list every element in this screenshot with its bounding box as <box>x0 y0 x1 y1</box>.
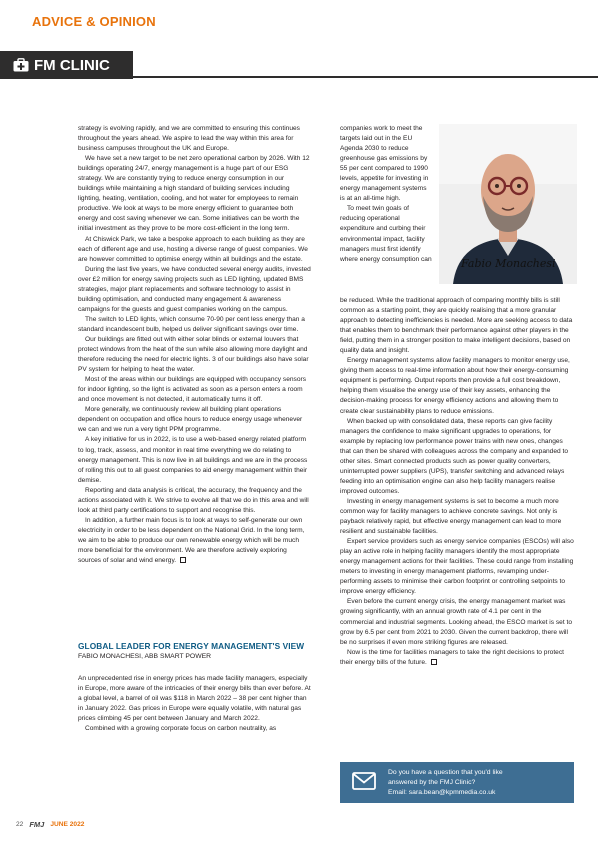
paragraph: Energy management systems allow facility managers to monitor energy use, giving them access to real-time information about how their energy-consuming equipment is performing. Output reports then provide a full cost breakdown, helping them visualise the energy use of their key assets, enhancing the decision-making process for energy efficiency actions and allowing them to create clear sustainability plans to reduce emissions. <box>340 357 570 415</box>
end-of-article-mark <box>431 659 437 665</box>
question-box <box>340 762 574 803</box>
paragraph: Our buildings are fitted out with either solar blinds or external louvers that protect windows from the heat of the sun while also allowing more daylight and therefore reducing the need for electric lights. 3 of our buildings also have solar PV system for helping to heat the water. <box>78 335 309 374</box>
first-aid-kit-icon <box>13 58 29 72</box>
magazine-brand: FMJ <box>29 820 45 829</box>
page-footer <box>16 820 84 829</box>
paragraph: Now is the time for facilities managers to take the right decisions to protect their energy bills of the future. <box>340 648 564 666</box>
page-number: 22 <box>16 821 24 828</box>
end-of-article-mark <box>180 557 186 563</box>
section-label: ADVICE & OPINION <box>32 14 156 29</box>
paragraph: Reporting and data analysis is critical, the accuracy, the frequency and the actions associated with it. We strive to evolve all that we do in this area and will look at third party certifications to support and recognise this. <box>78 486 309 514</box>
paragraph: Combined with a growing corporate focus on carbon neutrality, as <box>85 725 277 733</box>
paragraph: When backed up with consolidated data, these reports can give facility managers the confidence to make significant upgrades to operations, for example by replacing low performance power trains with new ones, changes that can then be shared with colleagues across the company and expanded to other sites. Smart connected products such as power quality converters, uninterrupted power suppliers (UPS), transfer switching and advanced relays feeding into an optimisation engine can also help facility managers realise improved outcomes. <box>340 417 569 495</box>
paragraph: Investing in energy management systems is set to become a much more common way for facility managers to achieve concrete savings. Not only is payback relatively rapid, but effective energy management can lead to more resilient and sustainable facilities. <box>340 497 562 536</box>
paragraph: In addition, a further main focus is to look at ways to self-generate our own electricity in order to be less dependent on the National Grid. In the long term, we aim to be able to produce our own renewable energy which will be much more beneficial for the environment. We are therefore actively exploring sources of solar and wind energy. <box>78 516 305 565</box>
photo-caption: Fabio Monachesi <box>461 257 556 270</box>
question-email[interactable]: Email: sara.bean@kpmmedia.co.uk <box>388 789 496 796</box>
mail-icon <box>352 771 376 791</box>
sub-article-heading: GLOBAL LEADER FOR ENERGY MANAGEMENT'S VIEW <box>78 641 305 651</box>
paragraph: A key initiative for us in 2022, is to use a web-based energy related platform to log, track, assess, and monitor in real time everything we do relating to energy management. This is now live in all buildings and we are in the process of rolling this out to all guest companies to aid energy management within their demise. <box>78 436 308 484</box>
paragraph: Expert service providers such as energy service companies (ESCOs) will also play an active role in helping facility managers identify the most appropriate energy management actions for their facilities. These could range from installing meters to investing in energy management platforms, revamping under-performing assets to minimise their carbon footprint or controlling setpoints to improve energy efficiency. <box>340 538 574 596</box>
paragraph: More generally, we continuously review all building plant operations dependent on occupation and office hours to reduce energy usage whenever we can and we run a very tight PPM programme. <box>78 406 303 434</box>
column-title-tab <box>0 51 133 79</box>
paragraph: The switch to LED lights, which consume 70-90 per cent less energy than a standard incandescent bulb, helped us deliver significant savings over time. <box>78 315 305 333</box>
sub-article-byline: FABIO MONACHESI, ABB SMART POWER <box>78 653 212 660</box>
question-line-2: answered by the FMJ Clinic? <box>388 779 476 786</box>
author-photo <box>439 124 577 284</box>
paragraph: strategy is evolving rapidly, and we are committed to ensuring this continues throughout the years ahead. We aspire to lead the way within this area for business campuses throughout the UK and Europe. <box>78 125 300 153</box>
right-column-top-text <box>340 124 432 265</box>
paragraph: An unprecedented rise in energy prices has made facility managers, especially in Europe, more aware of the intricacies of their energy bills than ever before. At a global level, a barrel of oil was $118 in March 2022 – 38 per cent higher than in January 2022. Gas prices in Europe were equally volatile, with natural gas prices climbing 45 per cent between January and March 2022. <box>78 675 311 723</box>
question-line-1: Do you have a question that you'd like <box>388 769 503 776</box>
paragraph: At Chiswick Park, we take a bespoke approach to each building as they are each of different age and use, hosting a diverse range of guest companies. We are however committed to optimise energy within all buildings and the estate. <box>78 235 308 263</box>
issue-date: JUNE 2022 <box>50 821 85 828</box>
column-header-bar <box>0 51 598 79</box>
right-article-column <box>340 296 574 668</box>
header-rule <box>133 76 598 78</box>
paragraph: During the last five years, we have conducted several energy audits, invested over £2 million for energy saving projects such as LED lighting, updated BMS strategies, major plant replacements and software technology to assist in building optimisation, and conducted many engagement & awareness campaigns for the guests and guest companies working on the campus. <box>78 265 311 313</box>
column-title: FM CLINIC <box>34 56 110 74</box>
left-article-column <box>78 124 311 566</box>
paragraph: We have set a new target to be net zero operational carbon by 2026. With 12 buildings operating 24/7, energy management is a huge part of our ESG strategy. We are constantly trying to reduce energy consumption in our buildings while maintaining a high standard of building services including lighting, heating, ventilation, cooling, and hot water for employees to remain productive. We look at ways to be more energy efficient to guarantee both energy and cost saving whenever we can. Some initiatives can be worth the initial investment as they prove to be more cost-efficient in the long term. <box>78 155 310 233</box>
paragraph: Most of the areas within our buildings are equipped with occupancy sensors for indoor lighting, so the light is activated as soon as a person enters a room and once movement is not detected, it automatically turns it off. <box>78 376 307 404</box>
paragraph: Even before the current energy crisis, the energy management market was growing significantly, with an annual growth rate of 4.1 per cent in the commercial and industrial segments. Looking ahead, the ESCO market is set to grow by 6.5 per cent from 2021 to 2030. Given the current backdrop, there will be no surprises if even more striking figures are released. <box>340 598 572 646</box>
paragraph: To meet twin goals of reducing operational expenditure and curbing their environmental impact, facility managers must first identify where energy consumption can <box>340 205 432 263</box>
paragraph: be reduced. While the traditional approach of comparing monthly bills is still common as a starting point, they are quickly realising that a more granular approach to detecting inefficiencies is needed. More are seeking access to data that enables them to benchmark their performance against other players in the field, putting them in a stronger position to make intelligent decisions, based on quality data and insight. <box>340 297 573 355</box>
sub-article-body <box>78 674 311 734</box>
paragraph: companies work to meet the targets laid out in the EU Agenda 2030 to reduce greenhouse gas emissions by 55 per cent compared to 1990 levels, appetite for investing in energy management systems is at an all-time high. <box>340 125 429 203</box>
